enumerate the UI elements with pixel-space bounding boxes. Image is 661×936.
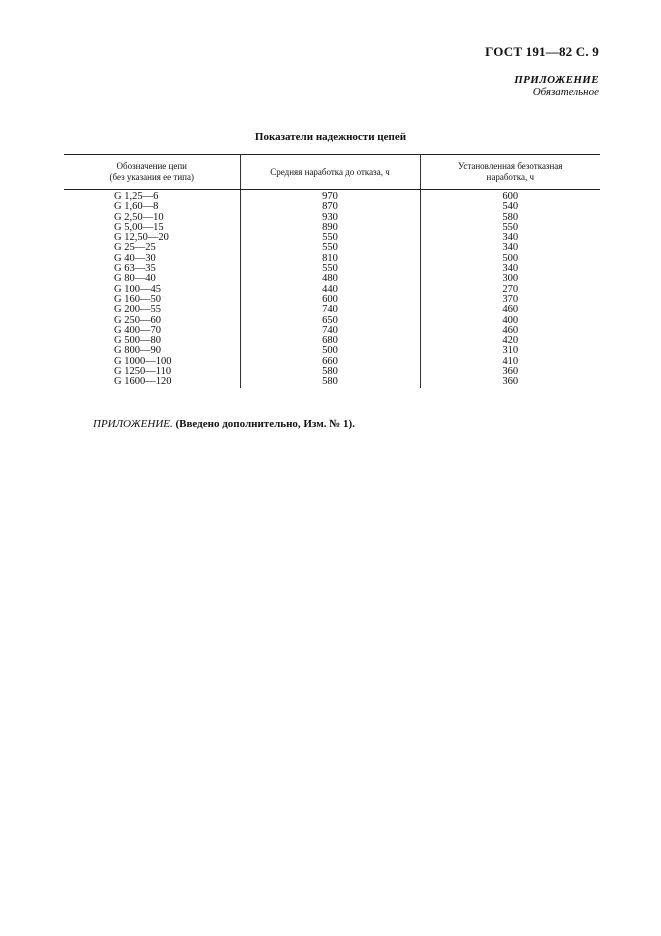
- cell-mean-time: 970: [240, 190, 420, 203]
- cell-guaranteed-time: 370: [420, 295, 600, 305]
- appendix-status: Обязательное: [532, 86, 599, 98]
- reliability-table: [64, 154, 600, 388]
- cell-mean-time: 650: [240, 316, 420, 326]
- cell-mean-time: 680: [240, 336, 420, 346]
- cell-guaranteed-time: 340: [420, 264, 600, 274]
- page-header: ГОСТ 191—82 С. 9: [485, 44, 599, 59]
- cell-designation: G 800—90: [114, 345, 161, 357]
- appendix-note: [93, 418, 355, 430]
- cell-designation: G 500—80: [114, 335, 161, 347]
- cell-designation: G 25—25: [114, 242, 156, 254]
- column-header-guaranteed-time: Установленная безотказная наработка, ч: [420, 155, 600, 190]
- cell-mean-time: 580: [240, 377, 420, 387]
- cell-designation: G 5,00—15: [114, 221, 164, 233]
- cell-designation: G 1600—120: [114, 376, 172, 388]
- cell-guaranteed-time: 340: [420, 243, 600, 253]
- cell-guaranteed-time: 600: [420, 190, 600, 203]
- cell-designation: G 1,25—6: [114, 191, 159, 202]
- cell-guaranteed-time: 360: [420, 367, 600, 377]
- appendix-title: ПРИЛОЖЕНИЕ: [514, 74, 599, 86]
- appendix-heading: [514, 74, 599, 98]
- cell-guaranteed-time: 270: [420, 285, 600, 295]
- table-body: [64, 190, 600, 388]
- cell-mean-time: 890: [240, 223, 420, 233]
- cell-mean-time: 550: [240, 233, 420, 243]
- table-row: [64, 377, 600, 387]
- cell-guaranteed-time: 310: [420, 346, 600, 356]
- cell-mean-time: 740: [240, 305, 420, 315]
- cell-guaranteed-time: 340: [420, 233, 600, 243]
- note-label: ПРИЛОЖЕНИЕ.: [93, 418, 173, 430]
- cell-guaranteed-time: 410: [420, 357, 600, 367]
- cell-guaranteed-time: 460: [420, 326, 600, 336]
- cell-mean-time: 810: [240, 254, 420, 264]
- table-title: Показатели надежности цепей: [254, 131, 407, 143]
- cell-designation: G 400—70: [114, 324, 161, 336]
- cell-mean-time: 550: [240, 264, 420, 274]
- cell-mean-time: 870: [240, 202, 420, 212]
- cell-designation: G 1000—100: [114, 355, 172, 367]
- cell-designation: G 80—40: [114, 273, 156, 285]
- cell-mean-time: 580: [240, 367, 420, 377]
- cell-mean-time: 550: [240, 243, 420, 253]
- cell-designation: G 200—55: [114, 304, 161, 316]
- cell-guaranteed-time: 500: [420, 254, 600, 264]
- cell-designation: G 100—45: [114, 283, 161, 295]
- cell-designation: G 2,50—10: [114, 211, 164, 223]
- cell-guaranteed-time: 550: [420, 223, 600, 233]
- cell-guaranteed-time: 400: [420, 316, 600, 326]
- cell-guaranteed-time: 300: [420, 274, 600, 284]
- table-header-row: [64, 155, 600, 190]
- cell-mean-time: 500: [240, 346, 420, 356]
- cell-guaranteed-time: 460: [420, 305, 600, 315]
- note-text: (Введено дополнительно, Изм. № 1).: [172, 418, 355, 430]
- cell-designation: G 1250—110: [114, 366, 172, 378]
- cell-mean-time: 660: [240, 357, 420, 367]
- cell-designation: G 250—60: [114, 314, 161, 326]
- cell-designation: G 40—30: [114, 252, 156, 264]
- cell-designation: G 1,60—8: [114, 201, 159, 213]
- cell-mean-time: 480: [240, 274, 420, 284]
- cell-mean-time: 600: [240, 295, 420, 305]
- cell-guaranteed-time: 580: [420, 213, 600, 223]
- cell-mean-time: 930: [240, 213, 420, 223]
- cell-designation: G 160—50: [114, 293, 161, 305]
- cell-guaranteed-time: 540: [420, 202, 600, 212]
- column-header-designation: Обозначение цепи (без указания ее типа): [64, 155, 240, 190]
- column-header-mean-time: Средняя наработка до отказа, ч: [240, 155, 420, 190]
- cell-mean-time: 740: [240, 326, 420, 336]
- cell-mean-time: 440: [240, 285, 420, 295]
- cell-guaranteed-time: 420: [420, 336, 600, 346]
- cell-guaranteed-time: 360: [420, 377, 600, 387]
- cell-designation: G 12,50—20: [114, 232, 169, 244]
- cell-designation: G 63—35: [114, 263, 156, 275]
